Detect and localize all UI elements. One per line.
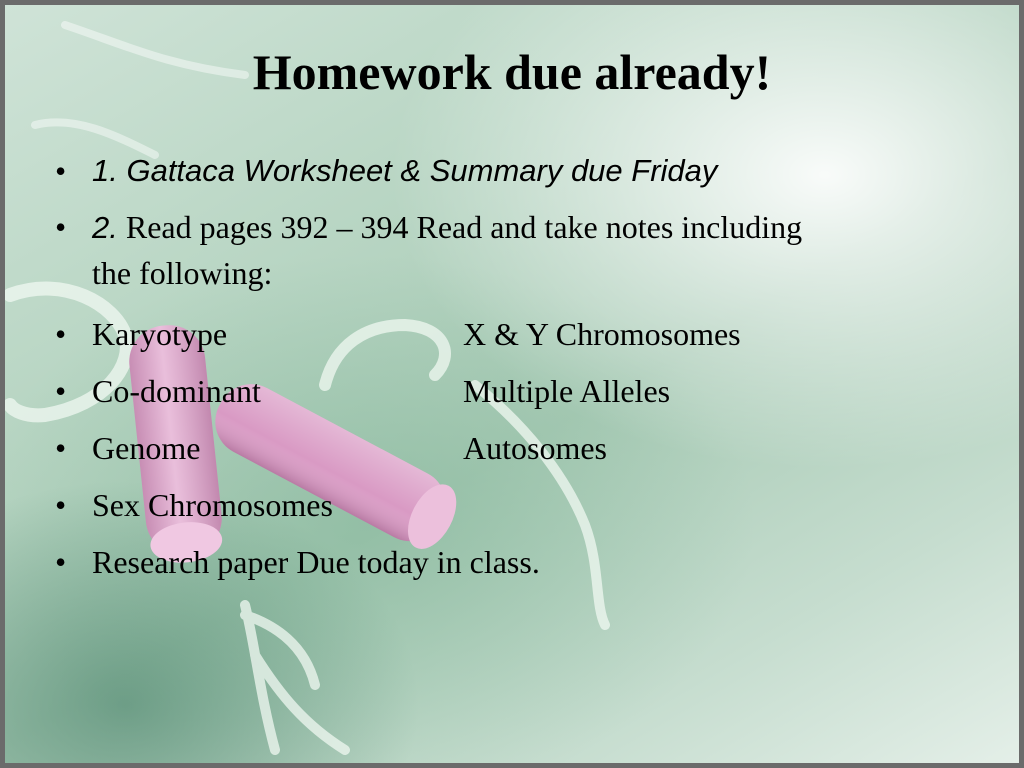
bullet-number: 2. xyxy=(92,210,118,245)
term-left: Karyotype xyxy=(92,316,228,352)
bullet-list xyxy=(5,5,1019,763)
bullet-dot: • xyxy=(55,487,67,523)
bullet-text: Read pages 392 – 394 Read and take notes including xyxy=(117,209,803,245)
term-left: Genome xyxy=(92,430,201,466)
bullet-text: Research paper Due today in class. xyxy=(92,544,540,580)
bullet-text: 1. Gattaca Worksheet & Summary due Friday xyxy=(92,153,718,188)
bullet-dot: • xyxy=(55,209,67,245)
term-left: Co-dominant xyxy=(92,373,261,409)
bullet-text-reading xyxy=(92,204,802,251)
bullet-dot: • xyxy=(55,544,67,580)
term-right: X & Y Chromosomes xyxy=(463,316,741,352)
term-right: Autosomes xyxy=(463,430,607,466)
bullet-text: Sex Chromosomes xyxy=(92,487,333,523)
bullet-dot: • xyxy=(55,153,67,189)
bullet-dot: • xyxy=(55,316,67,352)
bullet-dot: • xyxy=(55,373,67,409)
bullet-text-continued: the following: xyxy=(92,255,273,291)
bullet-dot: • xyxy=(55,430,67,466)
term-right: Multiple Alleles xyxy=(463,373,671,409)
slide-title: Homework due already! xyxy=(252,44,772,100)
